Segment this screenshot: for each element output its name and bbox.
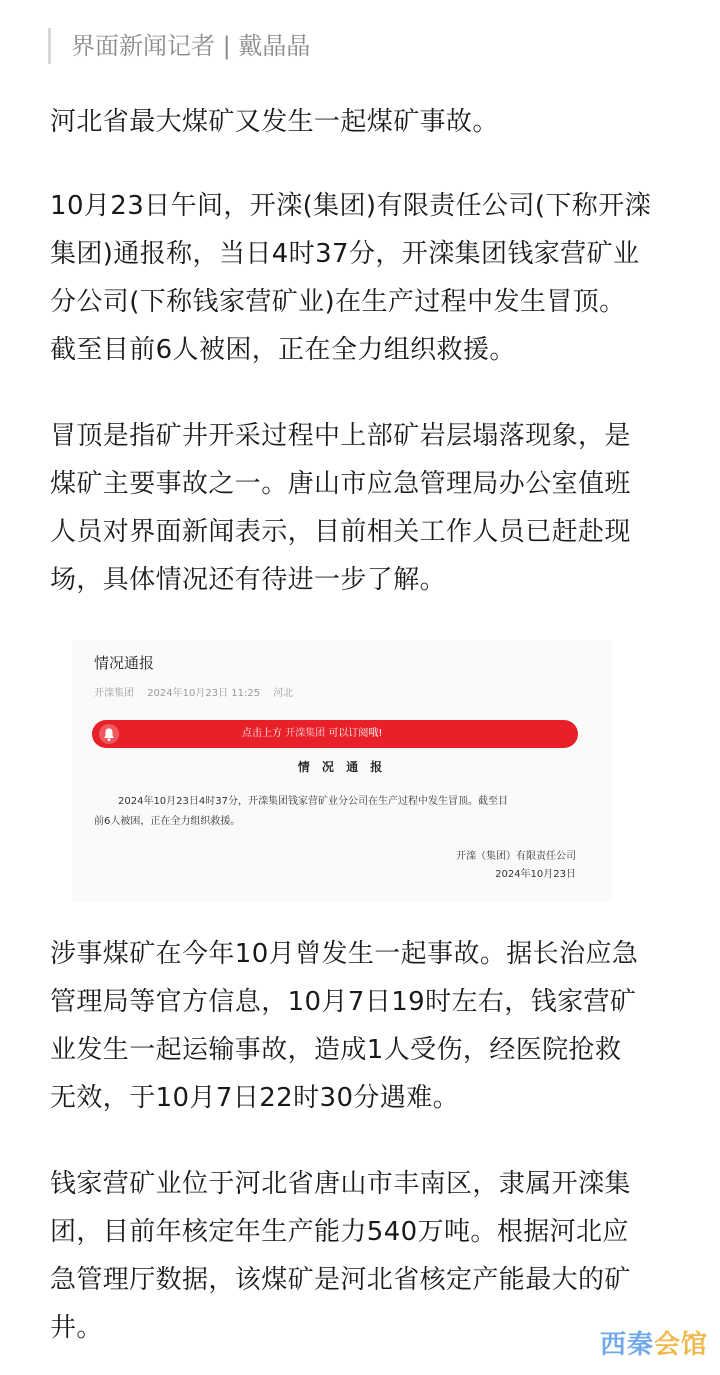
byline: 界面新闻记者 | 戴晶晶 [48,28,310,64]
paragraph-line: 分公司(下称钱家营矿业)在生产过程中发生冒顶。 [50,287,626,317]
paragraph-line: 河北省最大煤矿又发生一起煤矿事故。 [50,107,499,137]
site-watermark-logo [600,1324,708,1361]
paragraph-line: 截至目前6人被困，正在全力组织救援。 [50,335,516,365]
banner-highlight: 开滦集团 [285,728,326,739]
notice-body [94,792,594,832]
article-paragraph-2 [50,182,678,374]
notice-location: 河北 [273,688,294,699]
paragraph-line: 钱家营矿业位于河北省唐山市丰南区，隶属开滦集 [50,1169,631,1199]
notice-account: 开滦集团 [94,688,134,699]
banner-prefix: 点击上方 [242,728,282,739]
paragraph-line: 煤矿主要事故之一。唐山市应急管理局办公室值班 [50,469,631,499]
notice-datetime: 2024年10月23日 11:25 [147,688,261,699]
watermark-part-a: 西秦 [599,1330,654,1360]
paragraph-line: 冒顶是指矿井开采过程中上部矿岩层塌落现象，是 [50,421,631,451]
paragraph-line: 涉事煤矿在今年10月曾发生一起事故。据长治应急 [50,939,639,969]
article-paragraph-3 [50,412,678,604]
notice-heading: 情 况 通 报 [297,760,387,774]
bell-icon [98,723,120,745]
paragraph-line: 集团)通报称，当日4时37分，开滦集团钱家营矿业 [50,239,640,269]
notice-signature: 开滦（集团）有限责任公司 [456,851,576,862]
banner-suffix: 可以订阅哦! [328,728,383,739]
embedded-notice-image [72,640,612,902]
paragraph-line: 无效，于10月7日22时30分遇难。 [50,1083,459,1113]
paragraph-line: 团，目前年核定年生产能力540万吨。根据河北应 [50,1217,629,1247]
paragraph-line: 井。 [50,1313,103,1343]
notice-signature-block [456,848,576,884]
subscribe-banner-text [242,720,382,748]
article-paragraph-4 [50,930,678,1122]
notice-card-meta [94,684,303,699]
subscribe-banner [92,720,578,748]
notice-sign-date: 2024年10月23日 [495,869,576,880]
paragraph-line: 人员对界面新闻表示，目前相关工作人员已赶赴现 [50,517,631,547]
article-paragraph-5 [50,1160,678,1352]
article-paragraph-1 [50,98,678,146]
paragraph-line: 急管理厅数据，该煤矿是河北省核定产能最大的矿 [50,1265,631,1295]
paragraph-line: 业发生一起运输事故，造成1人受伤，经医院抢救 [50,1035,622,1065]
paragraph-line: 场，具体情况还有待进一步了解。 [50,565,447,595]
watermark-part-b: 会馆 [653,1330,708,1360]
paragraph-line: 10月23日午间，开滦(集团)有限责任公司(下称开滦 [50,191,651,221]
notice-body-line: 2024年10月23日4时37分，开滦集团钱家营矿业分公司在生产过程中发生冒顶。截至目 [118,796,508,807]
paragraph-line: 管理局等官方信息，10月7日19时左右，钱家营矿 [50,987,637,1017]
notice-body-line: 前6人被困，正在全力组织救援。 [94,816,241,827]
notice-card-title: 情况通报 [94,654,155,672]
